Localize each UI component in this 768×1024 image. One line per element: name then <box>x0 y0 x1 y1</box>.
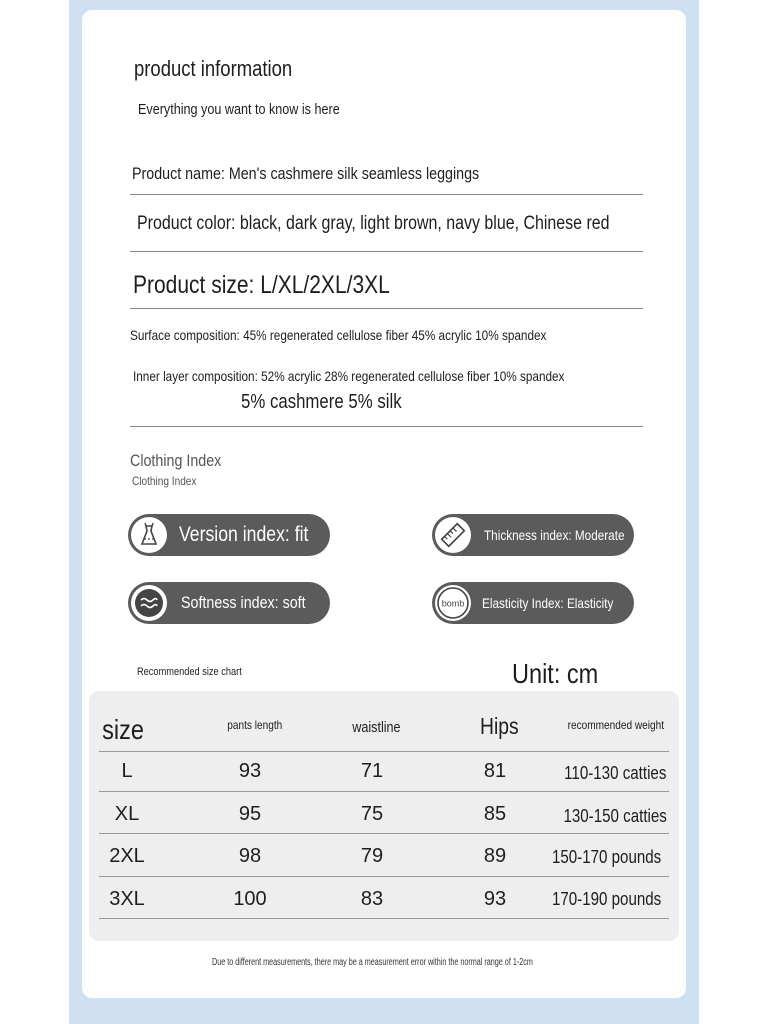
table-header: Hips <box>479 713 519 739</box>
table-cell: XL <box>114 803 140 825</box>
table-cell: 3XL <box>109 888 145 910</box>
table-cell: 150-170 pounds <box>551 847 662 867</box>
table-cell: 79 <box>360 845 384 867</box>
softness-index-label: Softness index: soft <box>181 593 306 612</box>
page-subtitle: Everything you want to know is here <box>138 101 340 118</box>
table-cell: L <box>121 760 133 782</box>
table-divider <box>99 833 669 834</box>
ruler-icon <box>435 517 471 553</box>
table-cell: 100 <box>233 888 267 910</box>
table-cell: 93 <box>483 888 507 910</box>
elastic-icon <box>435 585 471 621</box>
unit-label: Unit: cm <box>512 658 599 689</box>
divider <box>130 426 643 427</box>
inner-composition-cont: 5% cashmere 5% silk <box>241 391 402 413</box>
table-cell: 2XL <box>109 845 145 867</box>
table-divider <box>99 751 669 752</box>
table-cell: 81 <box>483 760 507 782</box>
dress-icon <box>131 517 167 553</box>
size-chart-label: Recommended size chart <box>137 666 242 678</box>
table-cell: 110-130 catties <box>564 763 667 783</box>
clothing-index-subtitle: Clothing Index <box>132 474 197 488</box>
page-title: product information <box>134 56 293 81</box>
clothing-index-title: Clothing Index <box>130 451 222 470</box>
table-cell: 71 <box>360 760 384 782</box>
table-header: size <box>102 714 144 745</box>
table-cell: 95 <box>238 803 262 825</box>
table-header: pants length <box>227 718 283 732</box>
inner-composition: Inner layer composition: 52% acrylic 28% regenerated cellulose fiber 10% spandex <box>133 368 565 384</box>
product-color: Product color: black, dark gray, light brown, navy blue, Chinese red <box>137 213 610 234</box>
surface-composition: Surface composition: 45% regenerated cellulose fiber 45% acrylic 10% spandex <box>130 327 547 343</box>
table-cell: 170-190 pounds <box>551 889 662 909</box>
thickness-index-pill <box>432 514 634 556</box>
thickness-index-label: Thickness index: Moderate <box>484 527 625 543</box>
wave-icon <box>131 585 167 621</box>
table-cell: 93 <box>238 760 262 782</box>
version-index-pill <box>128 514 330 556</box>
table-cell: 130-150 catties <box>563 806 667 826</box>
measurement-note: Due to different measurements, there may be a measurement error within the normal range of 1-2cm <box>212 957 533 968</box>
svg-text:bomb: bomb <box>441 598 465 609</box>
divider <box>130 308 643 309</box>
softness-index-pill <box>128 582 330 624</box>
table-divider <box>99 876 669 877</box>
product-size: Product size: L/XL/2XL/3XL <box>133 271 390 299</box>
table-header: recommended weight <box>567 718 665 732</box>
table-cell: 98 <box>238 845 262 867</box>
table-cell: 83 <box>360 888 384 910</box>
table-cell: 85 <box>483 803 507 825</box>
elasticity-index-label: Elasticity Index: Elasticity <box>482 595 614 611</box>
elasticity-index-pill <box>432 582 634 624</box>
table-cell: 89 <box>483 845 507 867</box>
table-cell: 75 <box>360 803 384 825</box>
product-name: Product name: Men's cashmere silk seamless leggings <box>132 164 480 183</box>
divider <box>130 194 643 195</box>
divider <box>130 251 643 252</box>
table-divider <box>99 918 669 919</box>
table-header: waistline <box>352 719 401 736</box>
table-divider <box>99 791 669 792</box>
version-index-label: Version index: fit <box>179 523 309 546</box>
